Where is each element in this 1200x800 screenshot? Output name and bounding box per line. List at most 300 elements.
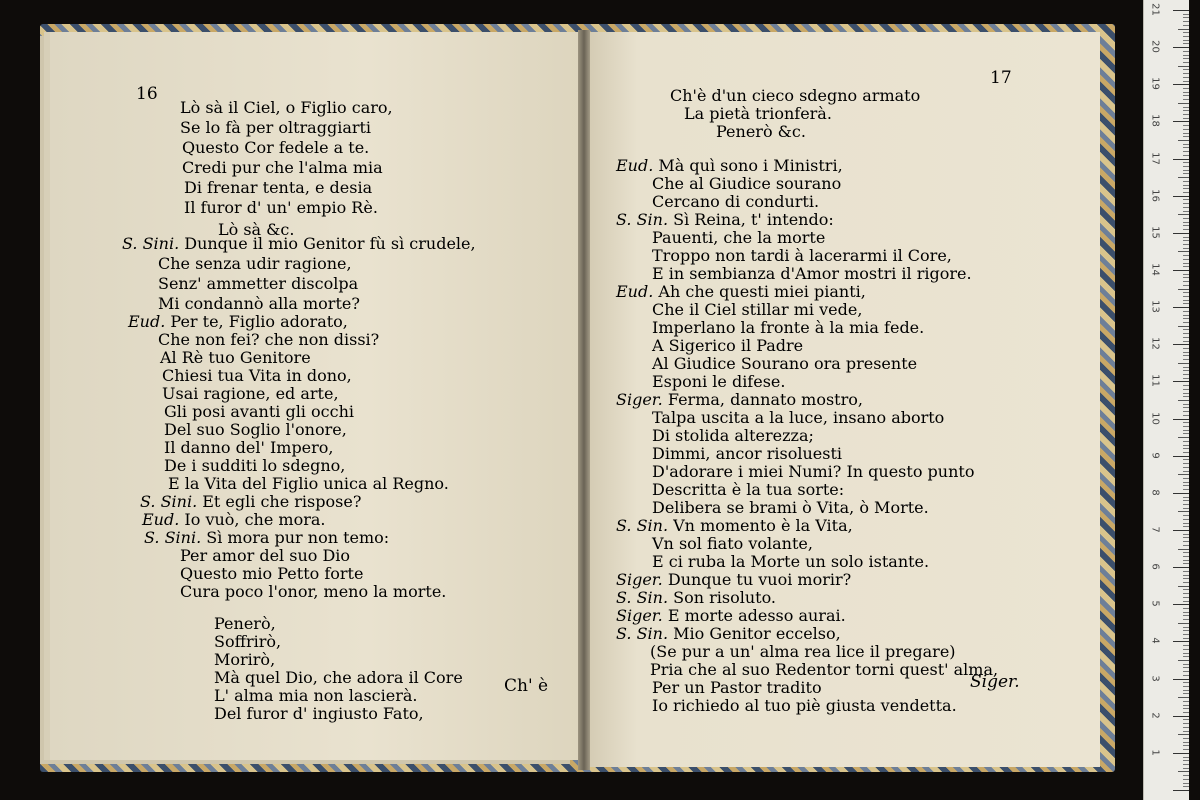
ruler-tick [1183,693,1189,694]
ruler-tick [1183,615,1189,616]
speaker-name: Eud. [142,510,185,529]
ruler-tick [1183,277,1189,278]
verse-text: Questo Cor fedele a te. [182,138,370,157]
speaker-name: S. Sini. [122,234,185,253]
ruler-tick [1173,344,1189,345]
text-line [616,390,863,409]
ruler-tick [1183,378,1189,379]
ruler-tick [1173,679,1189,680]
ruler-tick [1183,534,1189,535]
ruler-tick [1173,493,1189,494]
ruler-tick [1183,315,1189,316]
verse-text: Cercano di condurti. [652,192,820,211]
ruler-tick [1183,634,1189,635]
ruler-tick [1183,742,1189,743]
text-line [684,104,832,123]
ruler-tick [1183,653,1189,654]
ruler-tick [1183,545,1189,546]
ruler-tick [1173,419,1189,420]
ruler-tick [1183,393,1189,394]
text-line [616,282,866,301]
ruler-label: 20 [1149,40,1161,53]
verse-text: Senz' ammetter discolpa [158,274,359,293]
ruler-tick [1173,753,1189,754]
verse-text: Per amor del suo Dio [180,546,351,565]
ruler-tick [1178,363,1189,364]
verse-text: Che senza udir ragione, [158,254,352,273]
ruler-tick [1183,125,1189,126]
ruler-tick [1183,430,1189,431]
text-line [652,264,972,283]
ruler-tick [1183,627,1189,628]
ruler-tick [1183,36,1189,37]
ruler-tick [1183,32,1189,33]
ruler-tick [1183,452,1189,453]
speaker-name: S. Sin. [616,516,674,535]
verse-text: Di frenar tenta, e desia [184,178,373,197]
ruler-tick [1183,274,1189,275]
ruler-tick [1178,251,1189,252]
verse-text: La pietà trionferà. [684,104,832,123]
ruler-tick [1178,623,1189,624]
text-line [652,534,813,553]
ruler-tick [1173,10,1189,11]
verse-text: Per un Pastor tradito [652,678,822,697]
verse-text: Che non fei? che non dissi? [158,330,380,349]
ruler-tick [1183,255,1189,256]
ruler-tick [1183,664,1189,665]
ruler-label: 2 [1149,712,1161,719]
verse-text: Son risoluto. [673,588,777,607]
ruler-tick [1183,99,1189,100]
ruler-tick [1183,129,1189,130]
text-line [164,420,347,439]
ruler-tick [1183,597,1189,598]
ruler-tick [1183,133,1189,134]
verse-text: Ch'è d'un cieco sdegno armato [670,86,921,105]
verse-text: Penerò, [214,614,276,633]
text-line [652,372,785,391]
verse-text: Dunque tu vuoi morir? [667,570,852,589]
ruler-tick [1183,552,1189,553]
ruler-tick [1183,497,1189,498]
speaker-name: S. Sin. [616,624,674,643]
verse-text: A Sigerico il Padre [652,336,804,355]
verse-text: Lò sà il Ciel, o Figlio caro, [180,98,393,117]
ruler-label: 18 [1149,114,1161,128]
ruler-tick [1183,619,1189,620]
text-line [652,552,929,571]
ruler-tick [1178,140,1189,141]
ruler-tick [1178,326,1189,327]
text-line [616,516,853,535]
ruler-tick [1183,192,1189,193]
verse-text: Soffrirò, [214,632,282,651]
ruler-tick [1178,697,1189,698]
text-line [652,336,803,355]
ruler-tick [1183,682,1189,683]
ruler-tick [1183,341,1189,342]
ruler-tick [1183,359,1189,360]
text-line [180,564,363,583]
verse-text: E morte adesso aurai. [667,606,846,625]
ruler-tick [1183,757,1189,758]
verse-text: Morirò, [214,650,276,669]
ruler-tick [1173,567,1189,568]
ruler-tick [1183,110,1189,111]
text-line [180,98,393,117]
ruler-tick [1183,225,1189,226]
verse-text: Al Rè tuo Genitore [160,348,311,367]
ruler-tick [1178,586,1189,587]
text-line [652,498,929,517]
ruler-tick [1183,667,1189,668]
ruler-label: 4 [1149,637,1161,645]
ruler-tick [1183,560,1189,561]
ruler-tick [1183,92,1189,93]
ruler-tick [1183,385,1189,386]
ruler-tick [1178,771,1189,772]
ruler-tick [1183,612,1189,613]
ruler-tick [1183,760,1189,761]
ruler-tick [1183,690,1189,691]
ruler-tick [1183,166,1189,167]
ruler-tick [1183,656,1189,657]
text-line [616,606,846,625]
ruler-tick [1173,530,1189,531]
verse-text: Mà quel Dio, che adora il Core [214,668,463,687]
ruler-tick [1183,21,1189,22]
verse-text: Chiesi tua Vita in dono, [162,366,352,385]
text-line [616,570,851,589]
text-line [616,156,843,175]
ruler-tick [1178,214,1189,215]
verse-text: Mio Genitor eccelso, [673,624,841,643]
text-line [180,582,446,601]
verse-text: Per te, Figlio adorato, [170,312,348,331]
ruler-tick [1183,404,1189,405]
ruler-tick [1183,738,1189,739]
ruler-tick [1183,311,1189,312]
ruler-tick [1173,307,1189,308]
ruler-tick [1183,411,1189,412]
ruler-tick [1183,448,1189,449]
ruler-tick [1183,300,1189,301]
ruler-tick [1183,333,1189,334]
ruler-label: 12 [1149,337,1161,351]
ruler-tick [1183,207,1189,208]
text-line [164,456,345,475]
verse-text: Pria che al suo Redentor torni quest' alma, [650,660,999,679]
text-line [652,228,825,247]
ruler-tick [1173,121,1189,122]
ruler-tick [1183,571,1189,572]
ruler-tick [1183,775,1189,776]
verse-text: Gli posi avanti gli occhi [164,402,354,421]
text-line [652,426,814,445]
ruler-label: 9 [1149,452,1161,459]
ruler-tick [1183,244,1189,245]
verse-text: Dunque il mio Genitor fù sì crudele, [184,234,476,253]
ruler-tick [1183,155,1189,156]
ruler-tick [1183,40,1189,41]
ruler-tick [1178,400,1189,401]
verse-text: Io richiedo al tuo piè giusta vendetta. [652,696,957,715]
ruler-tick [1183,181,1189,182]
text-line [182,158,383,177]
ruler-tick [1183,136,1189,137]
speaker-name: Eud. [128,312,171,331]
ruler-tick [1183,485,1189,486]
text-line [162,384,339,403]
ruler-tick [1183,523,1189,524]
ruler-tick [1183,58,1189,59]
ruler-tick [1183,415,1189,416]
speaker-name: S. Sini. [140,492,203,511]
verse-text: Il furor d' un' empio Rè. [184,198,378,217]
ruler-tick [1183,367,1189,368]
ruler-tick [1183,526,1189,527]
verse-text: Il danno del' Impero, [164,438,334,457]
ruler-tick [1183,389,1189,390]
ruler-tick [1183,281,1189,282]
ruler-tick [1183,578,1189,579]
ruler-tick [1183,508,1189,509]
ruler-tick [1183,519,1189,520]
ruler-tick [1183,188,1189,189]
ruler-tick [1183,575,1189,576]
text-line [652,408,944,427]
ruler-tick [1178,289,1189,290]
ruler-label: 11 [1149,374,1161,388]
verse-text: Delibera se brami ò Vita, ò Morte. [652,498,929,517]
ruler-tick [1183,355,1189,356]
text-line [214,704,424,723]
ruler-tick [1178,437,1189,438]
text-line [652,678,822,697]
ruler-tick [1183,593,1189,594]
ruler-tick [1183,541,1189,542]
ruler-tick [1178,66,1189,67]
verse-text: De i sudditi lo sdegno, [164,456,346,475]
ruler-tick [1173,716,1189,717]
book-gutter [578,30,590,770]
text-line [144,528,389,547]
verse-text: Che il Ciel stillar mi vede, [652,300,863,319]
ruler-tick [1183,433,1189,434]
ruler-tick [1183,151,1189,152]
measuring-ruler [1143,0,1189,800]
ruler-tick [1183,504,1189,505]
ruler-tick [1178,734,1189,735]
ruler-tick [1183,478,1189,479]
ruler-tick [1183,407,1189,408]
ruler-label: 7 [1149,526,1161,533]
verse-text: D'adorare i miei Numi? In questo punto [652,462,975,481]
ruler-tick [1183,727,1189,728]
ruler-tick [1183,81,1189,82]
ruler-tick [1183,144,1189,145]
ruler-tick [1183,352,1189,353]
ruler-tick [1183,786,1189,787]
text-line [122,234,476,253]
ruler-tick [1183,303,1189,304]
ruler-tick [1183,185,1189,186]
text-line [182,138,369,157]
verse-text: Mà quì sono i Ministri, [658,156,843,175]
verse-text: Penerò &c. [716,122,806,141]
ruler-tick [1173,790,1189,791]
ruler-tick [1183,745,1189,746]
ruler-tick [1183,563,1189,564]
ruler-tick [1183,582,1189,583]
text-line [652,246,952,265]
ruler-tick [1183,285,1189,286]
ruler-label: 1 [1149,749,1161,756]
ruler-tick [1183,17,1189,18]
ruler-tick [1183,374,1189,375]
text-line [650,660,998,679]
ruler-tick [1183,515,1189,516]
speaker-name: S. Sin. [616,588,674,607]
text-line [214,614,276,633]
ruler-tick [1183,229,1189,230]
text-line [140,492,361,511]
ruler-tick [1173,196,1189,197]
verse-text: Cura poco l'onor, meno la morte. [180,582,447,601]
text-line [652,192,819,211]
verse-text: Lò sà &c. [218,220,295,239]
ruler-tick [1183,719,1189,720]
verse-text: Che al Giudice sourano [652,174,842,193]
verse-text: Sì mora pur non temo: [206,528,390,547]
ruler-tick [1183,266,1189,267]
ruler-tick [1183,556,1189,557]
ruler-tick [1183,463,1189,464]
catchword-left: Ch' è [504,676,549,696]
text-line [142,510,326,529]
ruler-tick [1183,638,1189,639]
text-line [164,402,354,421]
catchword-right: Siger. [970,672,1020,692]
verse-text: (Se pur a un' alma rea lice il pregare) [650,642,956,661]
ruler-tick [1183,467,1189,468]
text-line [158,330,379,349]
text-line [716,122,806,141]
verse-text: Di stolida alterezza; [652,426,814,445]
ruler-tick [1183,51,1189,52]
ruler-tick [1183,337,1189,338]
ruler-tick [1183,645,1189,646]
ruler-tick [1183,783,1189,784]
verse-text: Sì Reina, t' intendo: [673,210,834,229]
verse-text: Del furor d' ingiusto Fato, [214,704,424,723]
verse-text: Vn sol fiato volante, [652,534,813,553]
ruler-tick [1183,88,1189,89]
text-line [652,300,862,319]
ruler-tick [1183,500,1189,501]
ruler-tick [1173,604,1189,605]
ruler-tick [1183,731,1189,732]
ruler-tick [1178,177,1189,178]
ruler-tick [1183,218,1189,219]
ruler-tick [1173,641,1189,642]
ruler-tick [1183,630,1189,631]
text-line [158,274,358,293]
verse-text: Troppo non tardi à lacerarmi il Core, [652,246,952,265]
ruler-tick [1183,147,1189,148]
ruler-tick [1183,779,1189,780]
ruler-tick [1183,671,1189,672]
ruler-tick [1183,459,1189,460]
text-line [184,198,378,217]
ruler-tick [1183,296,1189,297]
ruler-tick [1183,348,1189,349]
ruler-label: 15 [1149,225,1161,239]
ruler-label: 3 [1149,674,1161,682]
text-line [158,254,352,273]
speaker-name: S. Sini. [144,528,207,547]
text-line [214,668,463,687]
ruler-tick [1183,422,1189,423]
ruler-tick [1173,270,1189,271]
ruler-tick [1183,675,1189,676]
text-line [162,366,352,385]
ruler-label: 16 [1149,188,1161,202]
verse-text: L' alma mia non lascierà. [214,686,418,705]
ruler-tick [1173,159,1189,160]
ruler-tick [1178,660,1189,661]
verse-text: Pauenti, che la morte [652,228,826,247]
ruler-tick [1183,173,1189,174]
ruler-tick [1183,118,1189,119]
ruler-tick [1183,222,1189,223]
ruler-tick [1183,482,1189,483]
text-line [168,474,449,493]
verse-text: Imperlano la fronte à la mia fede. [652,318,925,337]
ruler-tick [1173,47,1189,48]
text-line [652,462,974,481]
speaker-name: Siger. [616,390,668,409]
ruler-tick [1178,511,1189,512]
verse-text: Se lo fà per oltraggiarti [180,118,372,137]
ruler-tick [1183,608,1189,609]
ruler-tick [1183,77,1189,78]
ruler-tick [1183,170,1189,171]
ruler-tick [1183,318,1189,319]
ruler-tick [1183,55,1189,56]
ruler-tick [1178,474,1189,475]
ruler-tick [1183,43,1189,44]
page-number-right: 17 [990,68,1012,88]
ruler-tick [1183,712,1189,713]
verse-text: Descritta è la tua sorte: [652,480,845,499]
ruler-label: 5 [1149,600,1161,607]
ruler-tick [1183,749,1189,750]
ruler-tick [1183,199,1189,200]
text-line [616,210,834,229]
ruler-tick [1183,370,1189,371]
verse-text: Io vuò, che mora. [184,510,326,529]
text-line [180,118,371,137]
text-line [652,354,917,373]
text-line [180,546,350,565]
ruler-tick [1183,263,1189,264]
text-line [616,588,776,607]
text-line [128,312,348,331]
verse-text: Talpa uscita a la luce, insano aborto [652,408,945,427]
text-line [650,642,956,661]
